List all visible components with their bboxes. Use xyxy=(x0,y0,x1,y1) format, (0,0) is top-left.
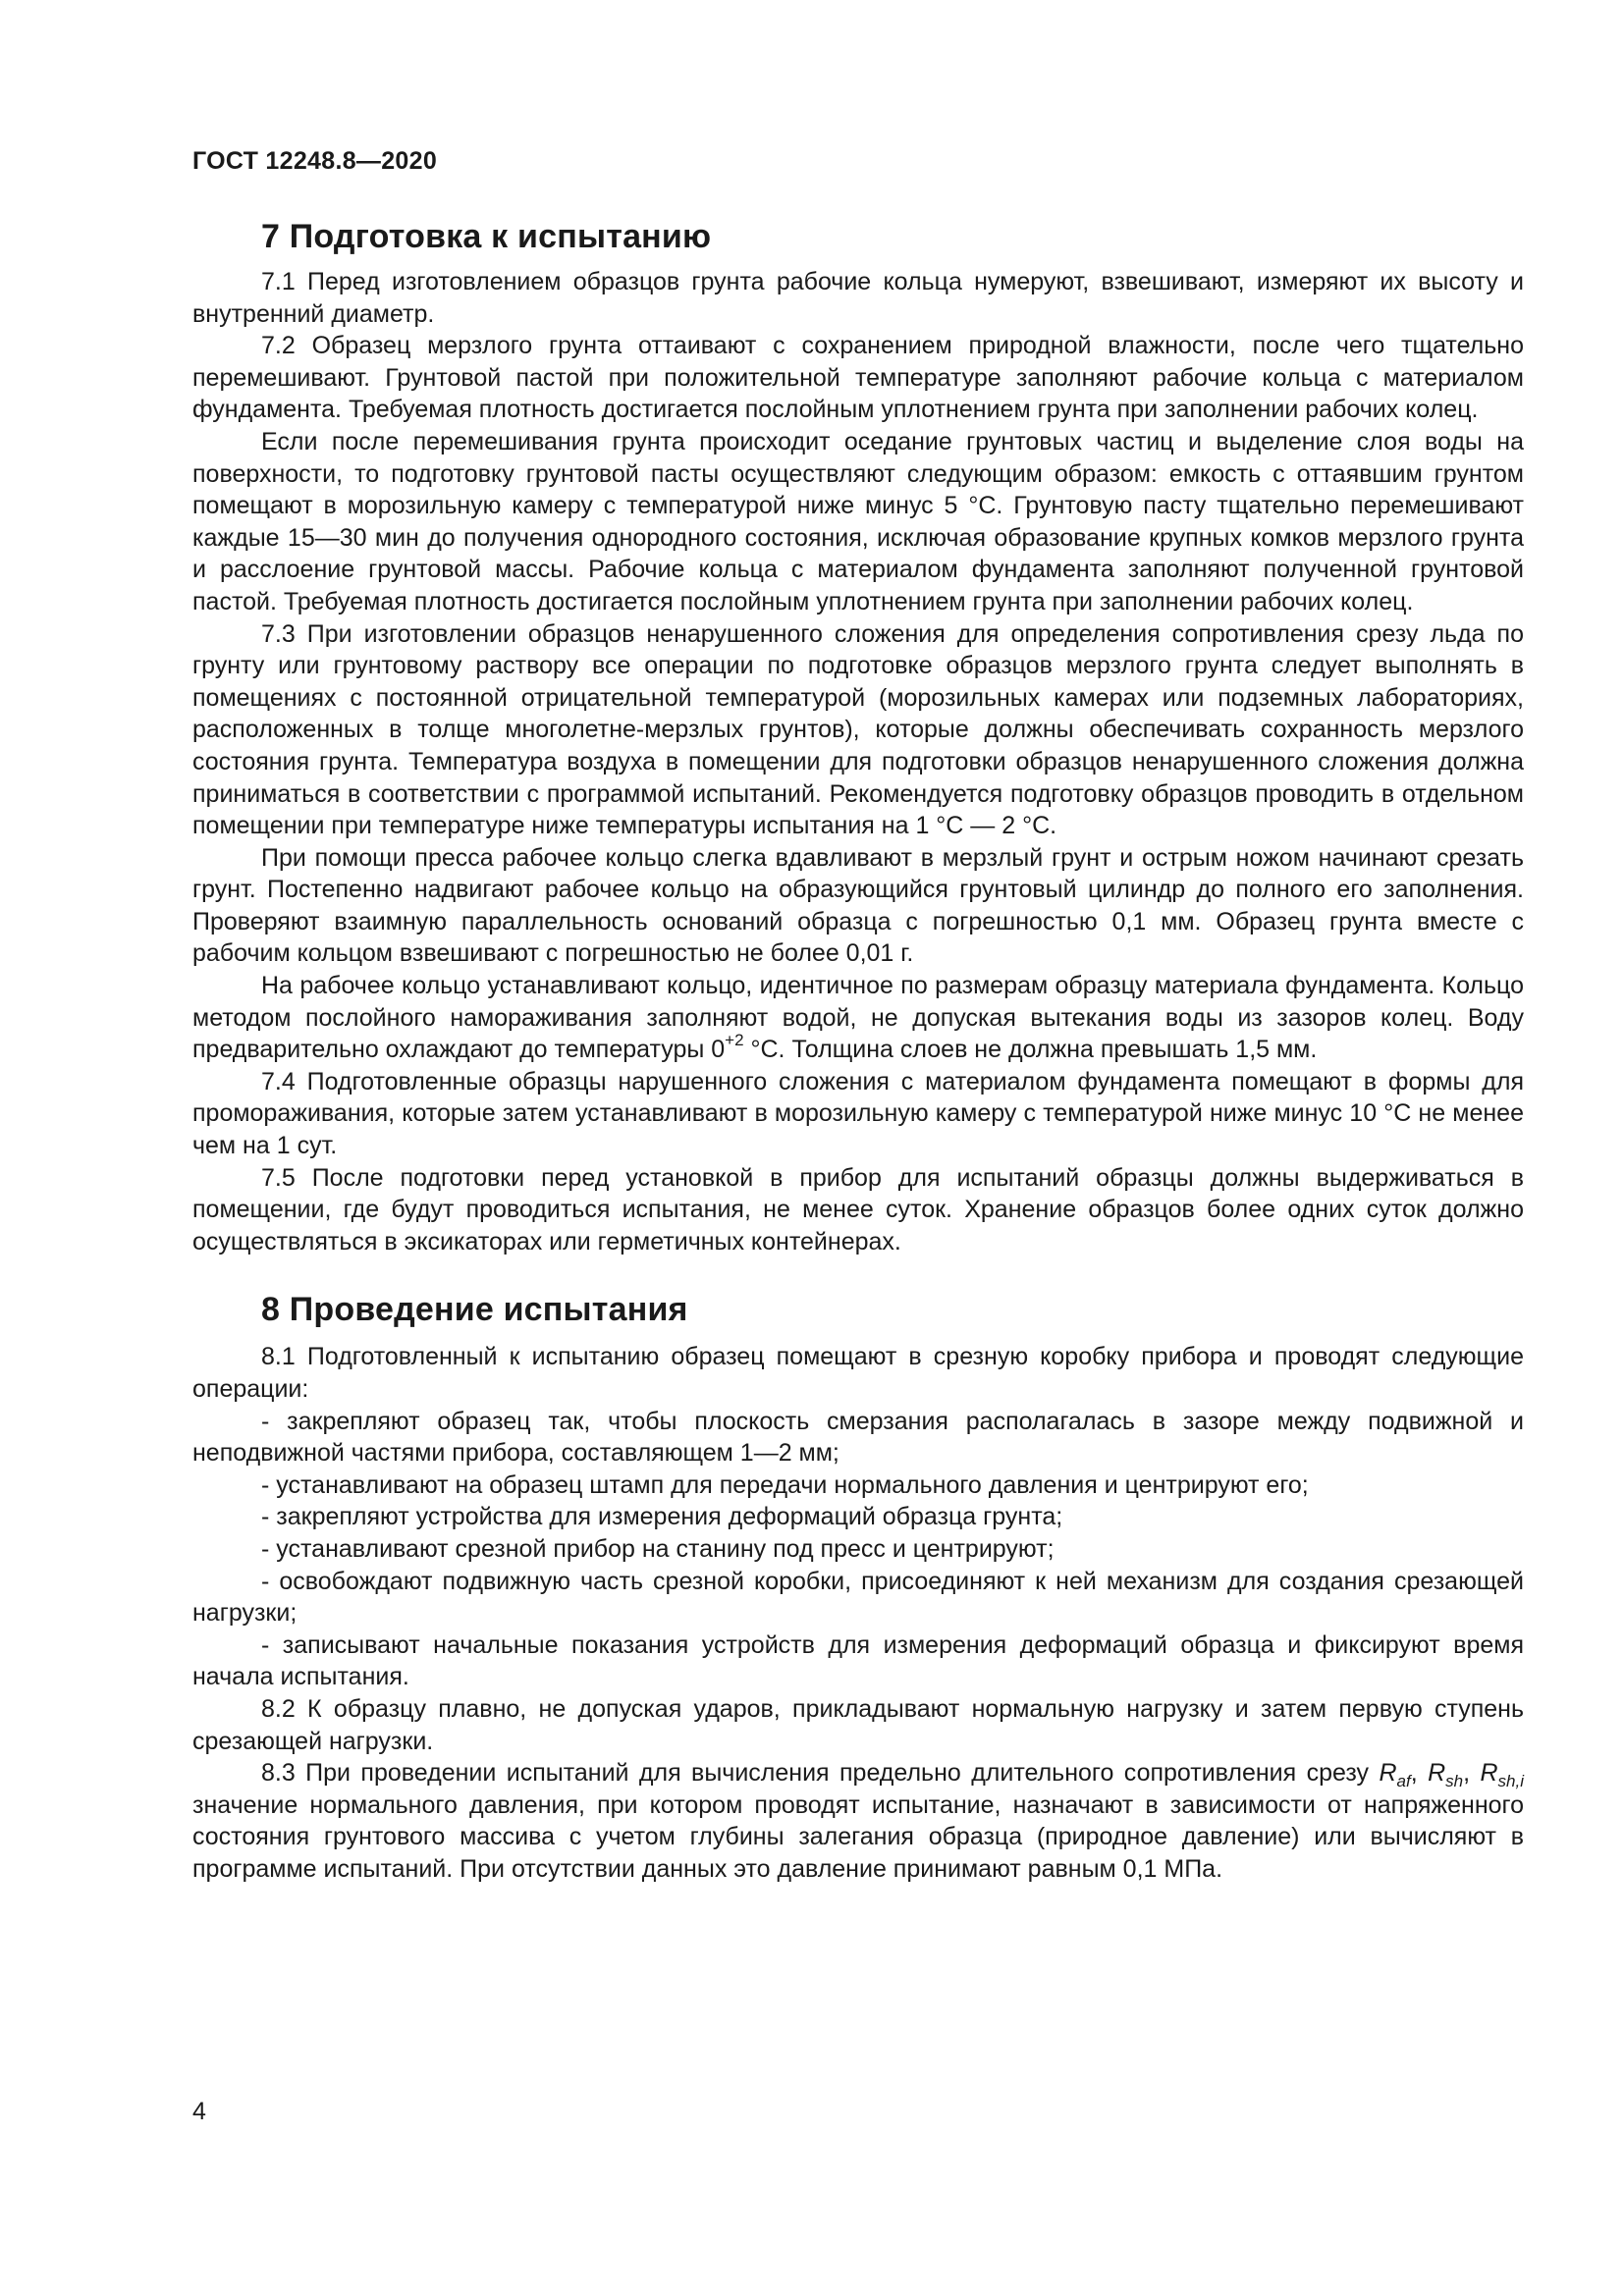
list-item: - освобождают подвижную часть срезной коробки, присоединяют к ней механизм для создания срезающей нагрузки; xyxy=(192,1567,1524,1628)
page-number: 4 xyxy=(192,2098,206,2125)
page-content xyxy=(192,218,1524,1886)
paragraph-7-3-ring xyxy=(192,970,1524,1066)
paragraph-7-2-continued: Если после перемешивания грунта происходит оседание грунтовых частиц и выделение слоя воды на поверхности, то подготовку грунтовой пасты осуществляют следующим образом: емкость с оттаявшим грунтом помещают в морозильную камеру с температурой ниже минус 5 °С. Грунтовую пасту тщательно перемешивают каждые 15—30 мин до получения однородного состояния, исключая образование крупных комков мерзлого грунта и расслоение грунтовой массы. Рабочие кольца с материалом фундамента заполняют полученной грунтовой пастой. Требуемая плотность достигается послойным уплотнением грунта при заполнении рабочих колец. xyxy=(192,427,1524,615)
list-item: - устанавливают на образец штамп для передачи нормального давления и центрируют его; xyxy=(261,1470,1309,1499)
paragraph-8-3: 8.3 При проведении испытаний для вычисления предельно длительного сопротивления срезу $R_{af}$, $R_{sh}$, $R_{sh,i}$ значение нормального давления, при котором проводят испытание, назначают в зависимости от напряженного состояния грунтового массива с учетом глубины залегания образца (природное давление) или вычисляют в программе испытаний. При отсутствии данных это давление принимают равным 0,1 МПа. xyxy=(192,1759,1524,1883)
paragraph-7-2: 7.2 Образец мерзлого грунта оттаивают с сохранением природной влажности, после чего тщательно перемешивают. Грунтовой пастой при положительной температуре заполняют рабочие кольца с материалом фундамента. Требуемая плотность достигается послойным уплотнением грунта при заполнении рабочих колец. xyxy=(192,332,1524,424)
list-item: - устанавливают срезной прибор на станину под пресс и центрируют; xyxy=(261,1534,1055,1563)
paragraph-7-5: 7.5 После подготовки перед установкой в прибор для испытаний образцы должны выдерживаться в помещении, где будут проводиться испытания, не менее суток. Хранение образцов более одних суток должно осуществляться в эксикаторах или герметичных контейнерах. xyxy=(192,1163,1524,1255)
paragraph-8-3-end: значение нормального давления, при котором проводят испытание, назначают в зависимости от напряженного состояния грунтового массива с учетом глубины залегания образца (природное давление) или вычисляют в программе испытаний. При отсутствии данных это давление принимают равным 0,1 МПа. xyxy=(192,1790,1524,1883)
paragraph-8-1: 8.1 Подготовленный к испытанию образец помещают в срезную коробку прибора и проводят следующие операции: xyxy=(192,1343,1524,1403)
document-code-header: ГОСТ 12248.8—2020 xyxy=(192,147,438,175)
paragraph-8-3-start: 8.3 При проведении испытаний для вычисления предельно длительного сопротивления срезу xyxy=(261,1759,1380,1788)
list-item: - записывают начальные показания устройств для измерения деформаций образца и фиксируют время начала испытания. xyxy=(192,1630,1524,1691)
paragraph-7-3-press: При помощи пресса рабочее кольцо слегка вдавливают в мерзлый грунт и острым ножом начинают срезать грунт. Постепенно надвигают рабочее кольцо на образующийся грунтовый цилиндр до полного его заполнения. Проверяют взаимную параллельность оснований образца с погрешностью 0,1 мм. Образец грунта вместе с рабочим кольцом взвешивают с погрешностью не более 0,01 г. xyxy=(192,843,1524,968)
symbol-r-sh: $R_{sh}$ xyxy=(1428,1759,1464,1791)
section-7-heading: 7 Подготовка к испытанию xyxy=(261,218,712,255)
paragraph-8-2: 8.2 К образцу плавно, не допуская ударов, прикладывают нормальную нагрузку и затем первую ступень срезающей нагрузки. xyxy=(192,1694,1524,1755)
section-8-heading: 8 Проведение испытания xyxy=(261,1291,688,1329)
paragraph-7-3: 7.3 При изготовлении образцов ненарушенного сложения для определения сопротивления срезу льда по грунту или грунтовому раствору все операции по подготовке образцов мерзлого грунта следует выполнять в помещениях с постоянной отрицательной температурой (морозильных камерах или подземных лабораториях, расположенных в толще многолетне-мерзлых грунтов), которые должны обеспечивать сохранность мерзлого состояния грунта. Температура воздуха в помещении для подготовки образцов ненарушенного сложения должна приниматься в соответствии с программой испытаний. Рекомендуется подготовку образцов проводить в отдельном помещении при температуре ниже температуры испытания на 1 °С — 2 °С. xyxy=(192,619,1524,840)
list-item: - закрепляют устройства для измерения деформаций образца грунта; xyxy=(261,1503,1063,1531)
temperature-superscript: +2 xyxy=(725,1030,744,1049)
symbol-r-af: $R_{af}$ xyxy=(1379,1759,1411,1791)
symbol-r-sh-i: $R_{sh,i}$ xyxy=(1480,1759,1524,1791)
ring-text-end: °С. Толщина слоев не должна превышать 1,5 мм. xyxy=(743,1036,1318,1064)
paragraph-7-4: 7.4 Подготовленные образцы нарушенного сложения с материалом фундамента помещают в формы для промораживания, которые затем устанавливают в морозильную камеру с температурой ниже минус 10 °С не менее чем на 1 сут. xyxy=(192,1067,1524,1160)
list-item: - закрепляют образец так, чтобы плоскость смерзания располагалась в зазоре между подвижной и неподвижной частями прибора, составляющем 1—2 мм; xyxy=(192,1407,1524,1468)
ring-text-start: На рабочее кольцо устанавливают кольцо, идентичное по размерам образцу материала фундамента. Кольцо методом послойного намораживания заполняют водой, не допуская вытекания воды из зазоров колец. Воду предварительно охлаждают до температуры 0 xyxy=(192,972,1524,1064)
paragraph-7-1: 7.1 Перед изготовлением образцов грунта рабочие кольца нумеруют, взвешивают, измеряют их высоту и внутренний диаметр. xyxy=(192,268,1524,328)
